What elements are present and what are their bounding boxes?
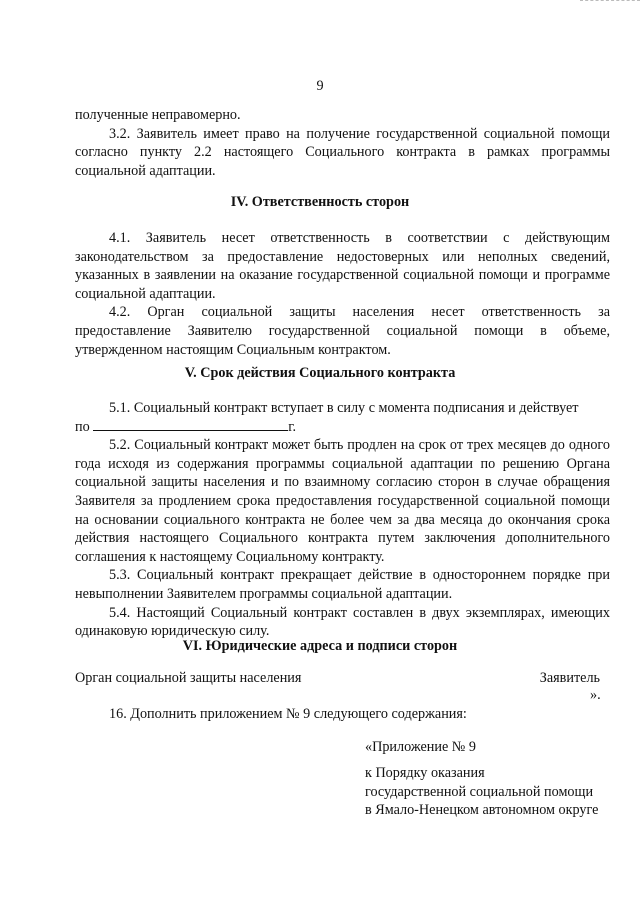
right-party-label: Заявитель — [539, 670, 600, 686]
closing-quote: ». — [590, 687, 601, 703]
section-5-body — [75, 399, 610, 641]
appendix-title: «Приложение № 9 — [365, 739, 476, 755]
section-4-body — [75, 229, 610, 359]
appendix-line-2: государственной социальной помощи — [365, 783, 594, 800]
page-number: 9 — [316, 78, 324, 94]
paragraph-5-2: 5.2. Социальный контракт может быть продлен на срок от трех месяцев до одного года исходя из содержания программы социальной адаптации по решению Органа социальной защиты населения и по взаимному согласию сторон в случае обращения Заявителя за продлением срока предоставления государственной социальной помощи на основании социального контракта не более чем за два месяца до окончания срока действия настоящего Социального контракта путем заключения дополнительного соглашения к настоящему Социальному контракту. — [75, 437, 610, 565]
paragraph-3-2: 3.2. Заявитель имеет право на получение государственной социальной помощи согласно пункту 2.2 настоящего Социального контракта в рамках программы социальной адаптации. — [75, 125, 610, 179]
scan-edge-mark — [580, 0, 640, 3]
paragraph-5-1: 5.1. Социальный контракт вступает в силу с момента подписания и действует — [109, 400, 579, 416]
intro-paragraph-1: полученные неправомерно. — [75, 107, 241, 123]
intro-block — [75, 106, 610, 180]
appendix-reference — [365, 764, 625, 820]
paragraph-5-1-date-line — [75, 418, 610, 437]
signature-row — [75, 669, 610, 689]
paragraph-5-4: 5.4. Настоящий Социальный контракт составлен в двух экземплярах, имеющих одинаковую юридическую силу. — [75, 604, 610, 640]
appendix-line-1: к Порядку оказания — [365, 765, 485, 781]
section-5-heading: V. Срок действия Социального контракта — [184, 365, 456, 381]
paragraph-4-1: 4.1. Заявитель несет ответственность в соответствии с действующим законодательством за предоставление недостоверных или неполных сведений, указанных в заявлении на оказание государственной социальной помощи и программе социальной адаптации. — [75, 230, 610, 302]
left-party-label: Орган социальной защиты населения — [75, 670, 302, 686]
section-4-heading: IV. Ответственность сторон — [230, 194, 410, 210]
date-suffix: г. — [288, 418, 296, 435]
date-blank-line — [93, 418, 288, 431]
date-prefix: по — [75, 418, 90, 435]
paragraph-4-2: 4.2. Орган социальной защиты населения несет ответственность за предоставление Заявителю государственной социальной помощи в объеме, утвержденном настоящим Социальным контрактом. — [75, 304, 610, 358]
paragraph-5-3: 5.3. Социальный контракт прекращает действие в одностороннем порядке при невыполнении Заявителем программы социальной адаптации. — [75, 567, 610, 602]
appendix-line-3: в Ямало-Ненецком автономном округе — [365, 802, 599, 819]
section-6-heading: VI. Юридические адреса и подписи сторон — [182, 638, 458, 654]
amendment-paragraph-16: 16. Дополнить приложением № 9 следующего содержания: — [109, 706, 467, 722]
